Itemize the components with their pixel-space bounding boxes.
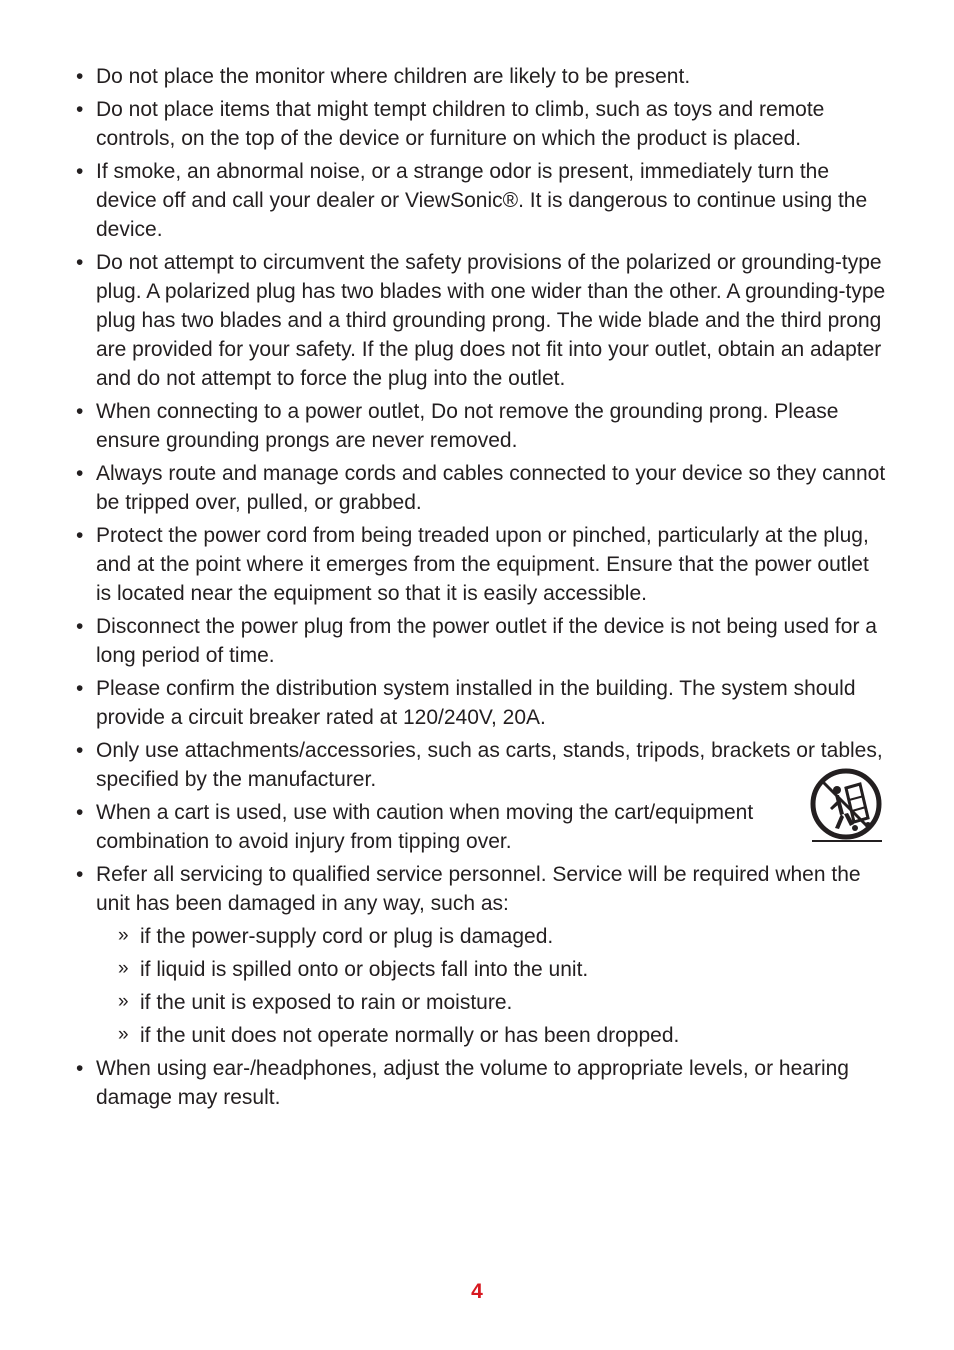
sub-bullet: »	[118, 1024, 129, 1045]
sub-bullet: »	[118, 925, 129, 946]
list-item	[76, 95, 886, 153]
sub-bullet: »	[118, 958, 129, 979]
list-item	[76, 612, 886, 670]
bullet: •	[76, 160, 84, 183]
bullet: •	[76, 863, 84, 886]
sub-list-item-text: if the power-supply cord or plug is damaged.	[140, 925, 554, 948]
list-item-text: When a cart is used, use with caution when moving the cart/equipment combination to avoid injury from tipping over.	[96, 801, 754, 853]
bullet: •	[76, 801, 84, 824]
list-item-text: If smoke, an abnormal noise, or a strange odor is present, immediately turn the device off and call your dealer or ViewSonic®. It is dangerous to continue using the device.	[96, 160, 868, 241]
bullet: •	[76, 1057, 84, 1080]
list-item	[76, 248, 886, 393]
list-item-cart-warning	[76, 798, 886, 856]
list-item-text: Do not place items that might tempt children to climb, such as toys and remote controls, on the top of the device or furniture on which the product is placed.	[96, 98, 825, 150]
list-item	[76, 521, 886, 608]
list-item-text: Protect the power cord from being treaded upon or pinched, particularly at the plug, and at the point where it emerges from the equipment. Ensure that the power outlet is located near the equipment so that it is easily accessible.	[96, 524, 869, 605]
list-item-text: Refer all servicing to qualified service personnel. Service will be required when the unit has been damaged in any way, such as:	[96, 863, 861, 915]
list-item	[76, 459, 886, 517]
list-item-text: When using ear-/headphones, adjust the volume to appropriate levels, or hearing damage may result.	[96, 1057, 849, 1109]
list-item-text: Do not attempt to circumvent the safety provisions of the polarized or grounding-type plug. A polarized plug has two blades with one wider than the other. A grounding-type plug has two blades and a third grounding prong. The wide blade and the third prong are provided for your safety. If the plug does not fit into your outlet, obtain an adapter and do not attempt to force the plug into the outlet.	[96, 251, 886, 390]
sub-list-item	[76, 1021, 886, 1050]
cart-tip-over-warning-icon	[808, 768, 884, 844]
sub-list-item	[76, 955, 886, 984]
sub-list-item-text: if the unit does not operate normally or has been dropped.	[140, 1024, 680, 1047]
list-item	[76, 397, 886, 455]
sub-list-item	[76, 922, 886, 951]
list-item	[76, 157, 886, 244]
list-item	[76, 62, 886, 91]
sub-list-item-text: if the unit is exposed to rain or moisture.	[140, 991, 513, 1014]
list-item-text: Do not place the monitor where children are likely to be present.	[96, 65, 691, 88]
list-item-text: Only use attachments/accessories, such as carts, stands, tripods, brackets or tables, specified by the manufacturer.	[96, 739, 883, 791]
list-item	[76, 736, 886, 794]
sub-bullet: »	[118, 991, 129, 1012]
sub-list-item-text: if liquid is spilled onto or objects fall into the unit.	[140, 958, 589, 981]
list-item	[76, 1054, 886, 1112]
list-item-text: When connecting to a power outlet, Do not remove the grounding prong. Please ensure grounding prongs are never removed.	[96, 400, 839, 452]
list-item	[76, 674, 886, 732]
bullet: •	[76, 98, 84, 121]
bullet: •	[76, 251, 84, 274]
bullet: •	[76, 462, 84, 485]
bullet: •	[76, 65, 84, 88]
bullet: •	[76, 739, 84, 762]
list-item-text: Disconnect the power plug from the power outlet if the device is not being used for a long period of time.	[96, 615, 877, 667]
sub-list-item	[76, 988, 886, 1017]
bullet: •	[76, 615, 84, 638]
bullet: •	[76, 524, 84, 547]
list-item-text: Please confirm the distribution system installed in the building. The system should provide a circuit breaker rated at 120/240V, 20A.	[96, 677, 856, 729]
bullet: •	[76, 677, 84, 700]
safety-instructions-list	[76, 62, 886, 1116]
bullet: •	[76, 400, 84, 423]
page-number: 4	[471, 1280, 483, 1303]
list-item	[76, 860, 886, 918]
list-item-text: Always route and manage cords and cables connected to your device so they cannot be tripped over, pulled, or grabbed.	[96, 462, 886, 514]
